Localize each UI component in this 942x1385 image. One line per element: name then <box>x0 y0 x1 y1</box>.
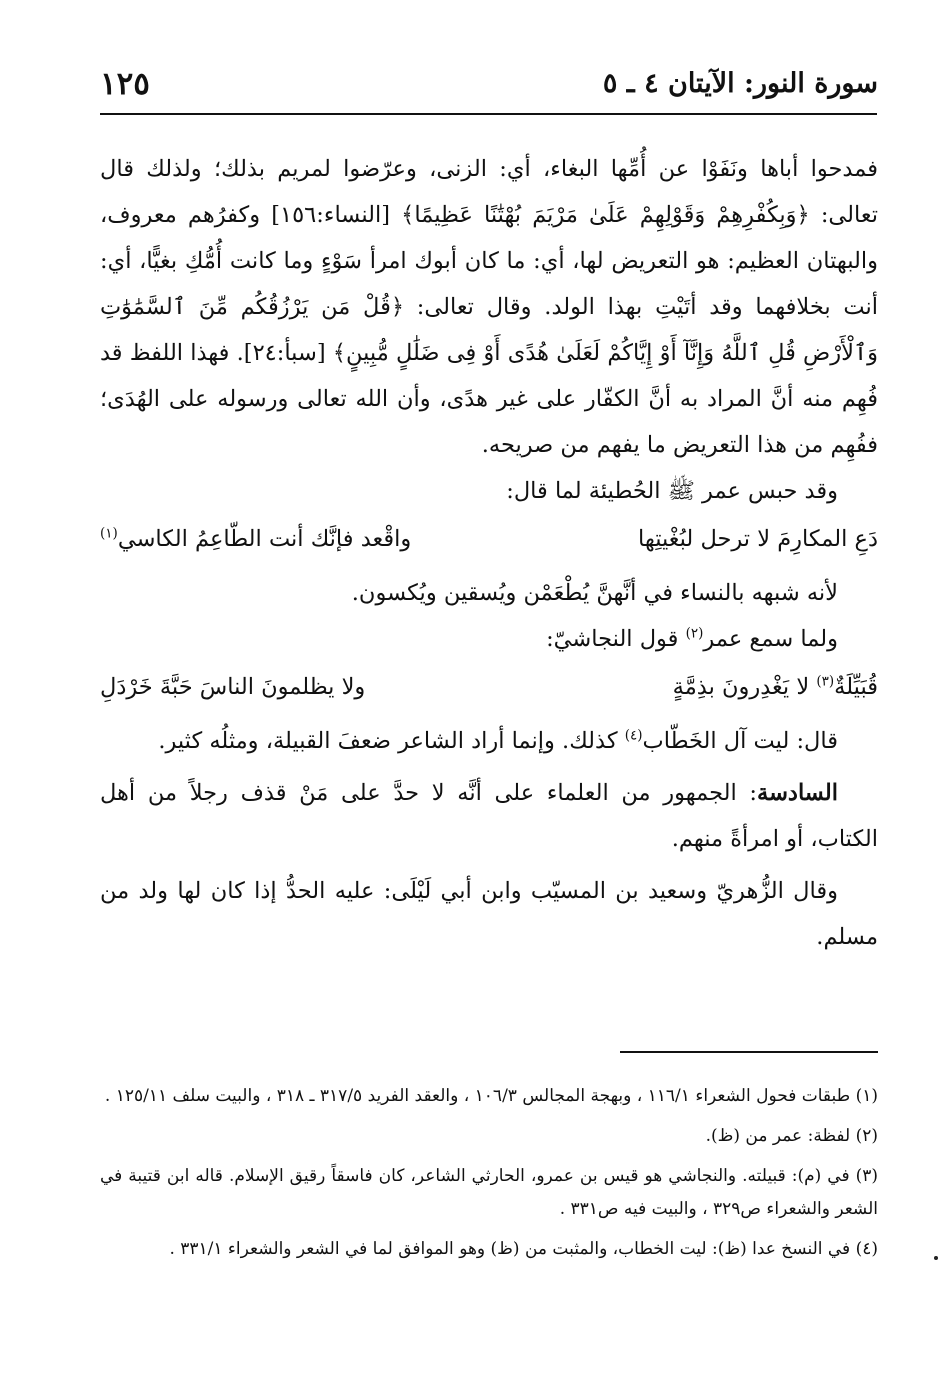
section-lead: السادسة <box>757 780 838 806</box>
page-header <box>100 62 878 106</box>
footnote: (٤) في النسخ عدا (ظ): ليت الخطاب، والمثبت من (ظ) وهو الموافق لما في الشعر والشعراء ٣٣١/١ . <box>169 1239 878 1259</box>
main-text <box>100 146 878 960</box>
hemistich-text: واقْعد فإنَّك أنت الطّاعِمُ الكاسي <box>117 526 412 552</box>
paragraph <box>100 616 878 662</box>
verse-second-hemistich <box>100 664 365 710</box>
scan-speck <box>934 1256 938 1260</box>
footnote-separator <box>620 1051 878 1053</box>
page-title: سورة النور: الآيتان ٤ ـ ٥ <box>602 68 878 99</box>
paragraph <box>100 718 878 764</box>
paragraph: وقال الزُّهريّ وسعيد بن المسيّب وابن أبي لَيْلَى: عليه الحدُّ إذا كان لها ولد من مسلم. <box>100 878 878 950</box>
paragraph-text: : الجمهور من العلماء على أنَّه لا حدَّ على مَنْ قذف رجلاً من أهل الكتاب، أو امرأةً منهم. <box>100 780 878 852</box>
footnote: (١) طبقات فحول الشعراء ١١٦/١ ، وبهجة المجالس ١٠٦/٣ ، والعقد الفريد ٣١٧/٥ ـ ٣١٨ ، والبيت سلف ١٢٥/١١ . <box>104 1086 878 1106</box>
hemistich-text: لا يَغْدِرونَ بذِمَّةٍ <box>672 674 817 700</box>
hemistich-text: ولا يظلمونَ الناسَ حَبَّةَ خَرْدَلِ <box>100 674 366 700</box>
footnotes <box>100 1080 878 1273</box>
hemistich-text: دَعِ المكارِمَ لا ترحل لبُغْيتِها <box>637 526 878 552</box>
footnote: (٢) لفظة: عمر من (ظ). <box>705 1126 878 1146</box>
footnote-marker: (١) <box>100 525 118 542</box>
paragraph-text: قول النجاشيّ: <box>546 626 686 652</box>
page-number: ١٢٥ <box>100 66 150 102</box>
poem-verse <box>100 516 878 566</box>
paragraph-text: كذلك. وإنما أراد الشاعر ضعفَ القبيلة، ومثلُه كثير. <box>158 728 625 754</box>
paragraph: فمدحوا أباها ونَفَوْا عن أُمِّها البغاء، أي: الزنى، وعرّضوا لمريم بذلك؛ ولذلك قال تعالى: ﴿وَبِكُفْرِهِمْ وَقَوْلِهِمْ عَلَىٰ مَرْيَمَ بُهْتَٰنًا عَظِيمًا﴾ [النساء:١٥٦] وكفرُهم معروف، والبهتان العظيم: هو التعريض لها، أي: ما كان أبوك امرأ سَوْءٍ وما كانت أُمُّكِ بغيًّا، أي: أنت بخلافهما وقد أتَيْتِ بهذا الولد. وقال تعالى: ﴿قُلْ مَن يَرْزُقُكُم مِّنَ ٱلسَّمَٰوَٰتِ وَٱلْأَرْضِ قُلِ ٱللَّهُ وَإِنَّآ أَوْ إِيَّاكُمْ لَعَلَىٰ هُدًى أَوْ فِى ضَلَٰلٍ مُّبِينٍ﴾ [سبأ:٢٤]. فهذا اللفظ قد فُهِم منه أنَّ المراد به أنَّ الكفّار على غير هدًى، وأن الله تعالى ورسوله على الهُدَى؛ ففُهِم من هذا التعريض ما يفهم من صريحه. <box>100 156 879 458</box>
verse-second-hemistich <box>100 516 411 562</box>
paragraph: وقد حبس عمر ﷺ الحُطيئة لما قال: <box>506 478 838 504</box>
footnote: (٣) في (م): قبيلته. والنجاشي هو قيس بن عمرو، الحارثي الشاعر، كان فاسقاً رقيق الإسلام. قاله ابن قتيبة في الشعر والشعراء ص٣٢٩ ، والبيت فيه ص٣٣١ . <box>100 1166 878 1219</box>
hemistich-text: قُبَيِّلَةٌ <box>834 674 878 700</box>
paragraph-text: ولما سمع عمر <box>703 626 838 652</box>
paragraph: لأنه شبهه بالنساء في أنَّهنَّ يُطْعَمْن ويُسقين ويُكسون. <box>351 580 838 606</box>
header-rule <box>100 113 877 115</box>
poem-verse <box>100 664 878 714</box>
verse-first-hemistich <box>673 664 878 710</box>
footnote-marker: (٤) <box>624 727 643 744</box>
footnote-marker: (٣) <box>816 673 835 690</box>
paragraph <box>100 770 878 862</box>
verse-first-hemistich <box>638 516 878 562</box>
paragraph-text: قال: ليت آل الخَطّاب <box>642 728 838 754</box>
footnote-marker: (٢) <box>685 625 704 642</box>
